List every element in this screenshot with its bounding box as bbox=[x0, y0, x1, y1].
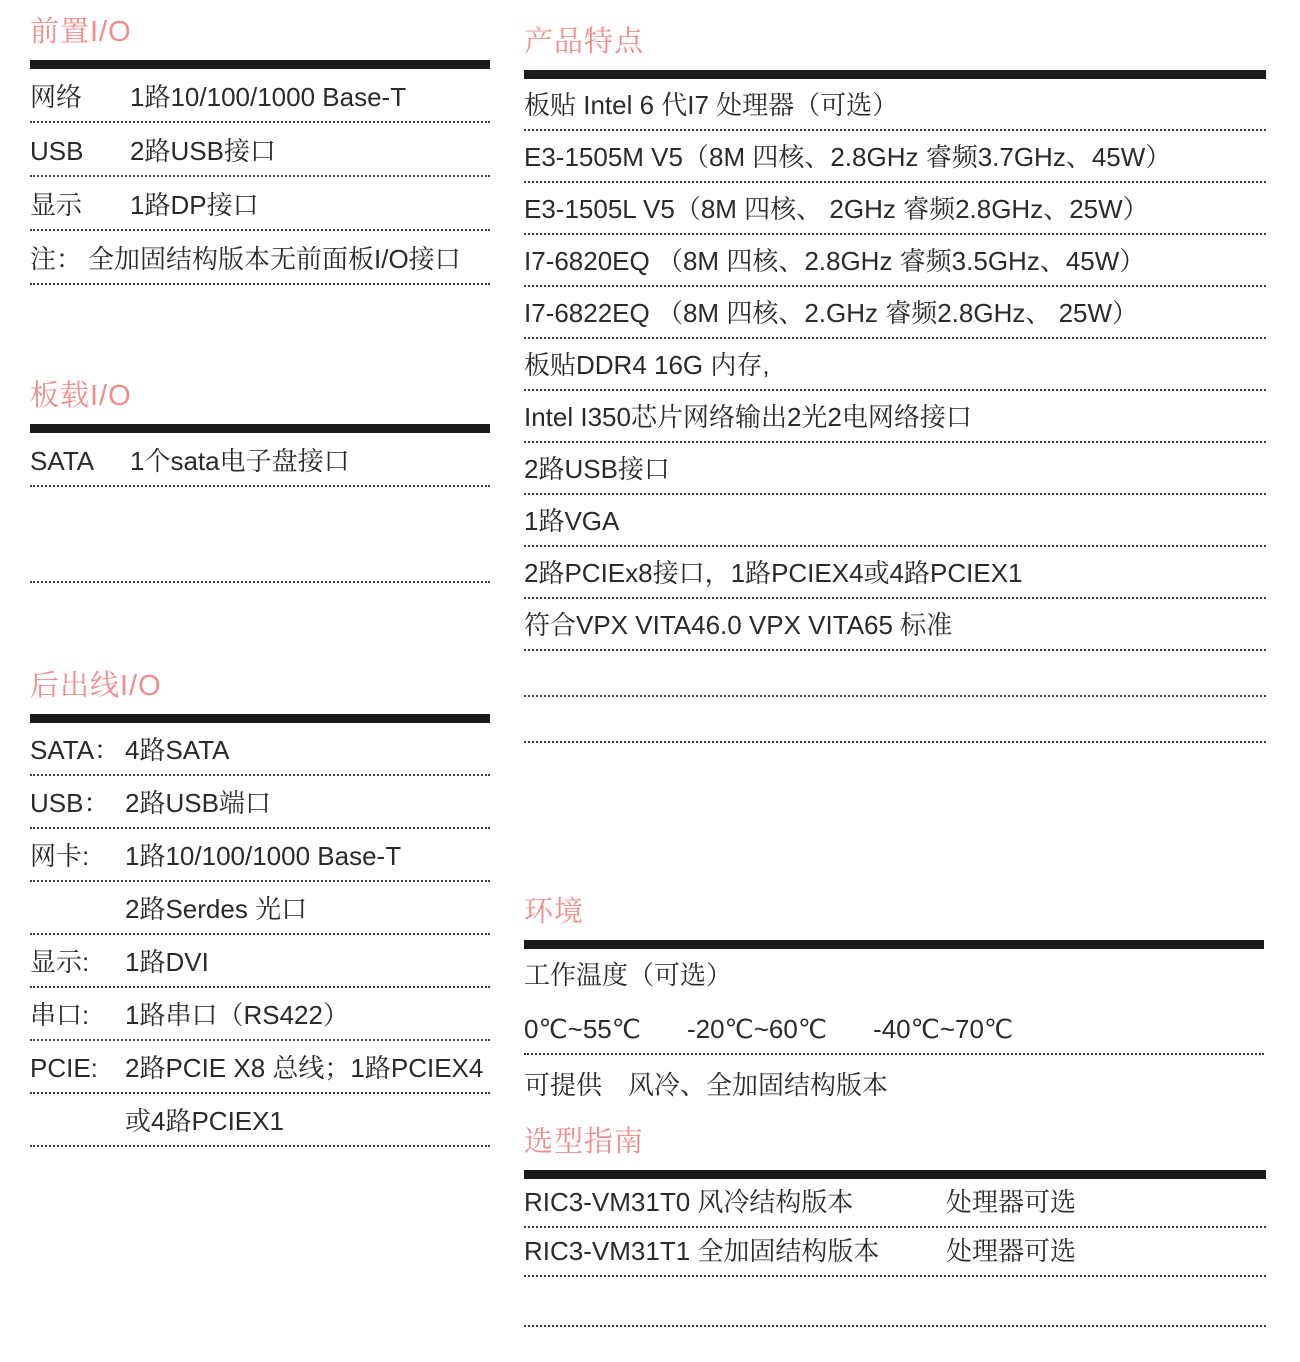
spec-row bbox=[30, 723, 490, 776]
operating-temp-label-row bbox=[524, 949, 1264, 999]
spec-row bbox=[30, 829, 490, 882]
feature-text: 2路USB接口 bbox=[524, 454, 670, 485]
temp-option: 0℃~55℃ bbox=[524, 1014, 641, 1045]
model-name: RIC3-VM31T0 风冷结构版本 bbox=[524, 1187, 854, 1218]
feature-row-cpu bbox=[524, 131, 1266, 183]
model-row bbox=[524, 1228, 1266, 1277]
section-title-rear-io: 后出线I/O bbox=[30, 670, 162, 702]
operating-temp-label: 工作温度（可选） bbox=[524, 960, 733, 991]
spec-label: USB： bbox=[30, 788, 110, 819]
model-rows bbox=[524, 1179, 1266, 1327]
empty-row bbox=[30, 487, 490, 583]
section-title-selection-guide: 选型指南 bbox=[524, 1126, 645, 1158]
spec-label: SATA： bbox=[30, 735, 121, 766]
feature-row bbox=[524, 339, 1266, 391]
section-rear-io bbox=[30, 668, 490, 1147]
model-row bbox=[524, 1179, 1266, 1228]
cooling-row bbox=[524, 1055, 1264, 1109]
feature-rows bbox=[524, 79, 1266, 743]
spec-value: 2路PCIE X8 总线；1路PCIEX4 bbox=[125, 1053, 484, 1084]
feature-text: 板贴 Intel 6 代I7 处理器（可选） bbox=[524, 90, 899, 121]
section-product-features bbox=[524, 24, 1266, 743]
spec-value: 1路DP接口 bbox=[130, 190, 259, 221]
spec-row-continuation bbox=[30, 882, 490, 935]
spec-row bbox=[30, 69, 490, 123]
section-divider bbox=[30, 424, 490, 433]
spec-value: 1路10/100/1000 Base-T bbox=[125, 841, 402, 872]
spec-value: 1路串口（RS422） bbox=[125, 1000, 349, 1031]
section-divider bbox=[30, 60, 490, 69]
spec-rows bbox=[30, 433, 490, 583]
section-onboard-io bbox=[30, 378, 490, 583]
spec-row bbox=[30, 935, 490, 988]
feature-row bbox=[524, 495, 1266, 547]
feature-text: I7-6820EQ （8M 四核、2.8GHz 睿频3.5GHz、45W） bbox=[524, 246, 1146, 277]
feature-row bbox=[524, 547, 1266, 599]
feature-text: I7-6822EQ （8M 四核、2.GHz 睿频2.8GHz、 25W） bbox=[524, 298, 1139, 329]
section-divider bbox=[524, 1170, 1266, 1179]
section-divider bbox=[524, 940, 1264, 949]
spec-label: 注： bbox=[30, 244, 83, 275]
feature-text: 2路PCIEx8接口，1路PCIEX4或4路PCIEX1 bbox=[524, 558, 1023, 589]
spec-row bbox=[30, 776, 490, 829]
spec-label: SATA bbox=[30, 446, 95, 477]
environment-rows bbox=[524, 949, 1264, 1109]
model-note: 处理器可选 bbox=[946, 1187, 1077, 1218]
section-title-onboard-io: 板载I/O bbox=[30, 380, 132, 412]
spec-row bbox=[30, 1041, 490, 1094]
spec-row-note bbox=[30, 231, 490, 285]
section-title-product-features: 产品特点 bbox=[524, 26, 645, 58]
spec-rows bbox=[30, 723, 490, 1147]
model-note: 处理器可选 bbox=[946, 1236, 1077, 1267]
spec-value: 1路10/100/1000 Base-T bbox=[130, 82, 407, 113]
section-divider bbox=[30, 714, 490, 723]
spec-value: 2路USB接口 bbox=[130, 136, 276, 167]
spec-label: 显示 bbox=[30, 190, 83, 221]
spec-row bbox=[30, 433, 490, 487]
feature-text: 板贴DDR4 16G 内存, bbox=[524, 350, 770, 381]
spec-value: 1路DVI bbox=[125, 947, 209, 978]
spec-rows bbox=[30, 69, 490, 285]
temp-option: -40℃~70℃ bbox=[873, 1014, 1014, 1045]
spec-label: 网络 bbox=[30, 82, 83, 113]
feature-text: 符合VPX VITA46.0 VPX VITA65 标准 bbox=[524, 610, 953, 641]
spec-row bbox=[30, 177, 490, 231]
spec-value: 2路Serdes 光口 bbox=[125, 894, 308, 925]
model-name: RIC3-VM31T1 全加固结构版本 bbox=[524, 1236, 880, 1267]
feature-row-cpu bbox=[524, 235, 1266, 287]
section-title-front-io: 前置I/O bbox=[30, 16, 132, 48]
section-selection-guide bbox=[524, 1124, 1266, 1327]
spec-label: 显示: bbox=[30, 947, 90, 978]
spec-row bbox=[30, 123, 490, 177]
spec-label: USB bbox=[30, 136, 84, 167]
empty-row bbox=[524, 651, 1266, 697]
spec-value: 2路USB端口 bbox=[125, 788, 271, 819]
feature-text: E3-1505M V5（8M 四核、2.8GHz 睿频3.7GHz、45W） bbox=[524, 142, 1172, 173]
feature-row bbox=[524, 79, 1266, 131]
cooling-text: 可提供 风冷、全加固结构版本 bbox=[524, 1070, 889, 1101]
feature-text: 1路VGA bbox=[524, 506, 620, 537]
spec-value: 4路SATA bbox=[125, 735, 230, 766]
spec-row bbox=[30, 988, 490, 1041]
spec-value: 全加固结构版本无前面板I/O接口 bbox=[88, 244, 461, 275]
temp-option: -20℃~60℃ bbox=[686, 1014, 828, 1045]
spec-value: 1个sata电子盘接口 bbox=[130, 446, 350, 477]
spec-label: PCIE: bbox=[30, 1053, 98, 1084]
feature-row bbox=[524, 391, 1266, 443]
section-title-environment: 环境 bbox=[524, 896, 585, 928]
spec-row-continuation bbox=[30, 1094, 490, 1147]
section-environment bbox=[524, 894, 1264, 1109]
section-divider bbox=[524, 70, 1266, 79]
spec-label: 串口: bbox=[30, 1000, 90, 1031]
feature-text: Intel I350芯片网络输出2光2电网络接口 bbox=[524, 402, 972, 433]
feature-row-cpu bbox=[524, 287, 1266, 339]
spec-value: 或4路PCIEX1 bbox=[125, 1106, 284, 1137]
feature-row bbox=[524, 599, 1266, 651]
empty-row bbox=[524, 1277, 1266, 1327]
feature-row-cpu bbox=[524, 183, 1266, 235]
operating-temp-options-row bbox=[524, 999, 1264, 1055]
feature-row bbox=[524, 443, 1266, 495]
section-front-io bbox=[30, 14, 490, 285]
spec-label: 网卡: bbox=[30, 841, 90, 872]
temp-options bbox=[524, 1015, 1013, 1045]
feature-text: E3-1505L V5（8M 四核、 2GHz 睿频2.8GHz、25W） bbox=[524, 194, 1149, 225]
empty-row bbox=[524, 697, 1266, 743]
